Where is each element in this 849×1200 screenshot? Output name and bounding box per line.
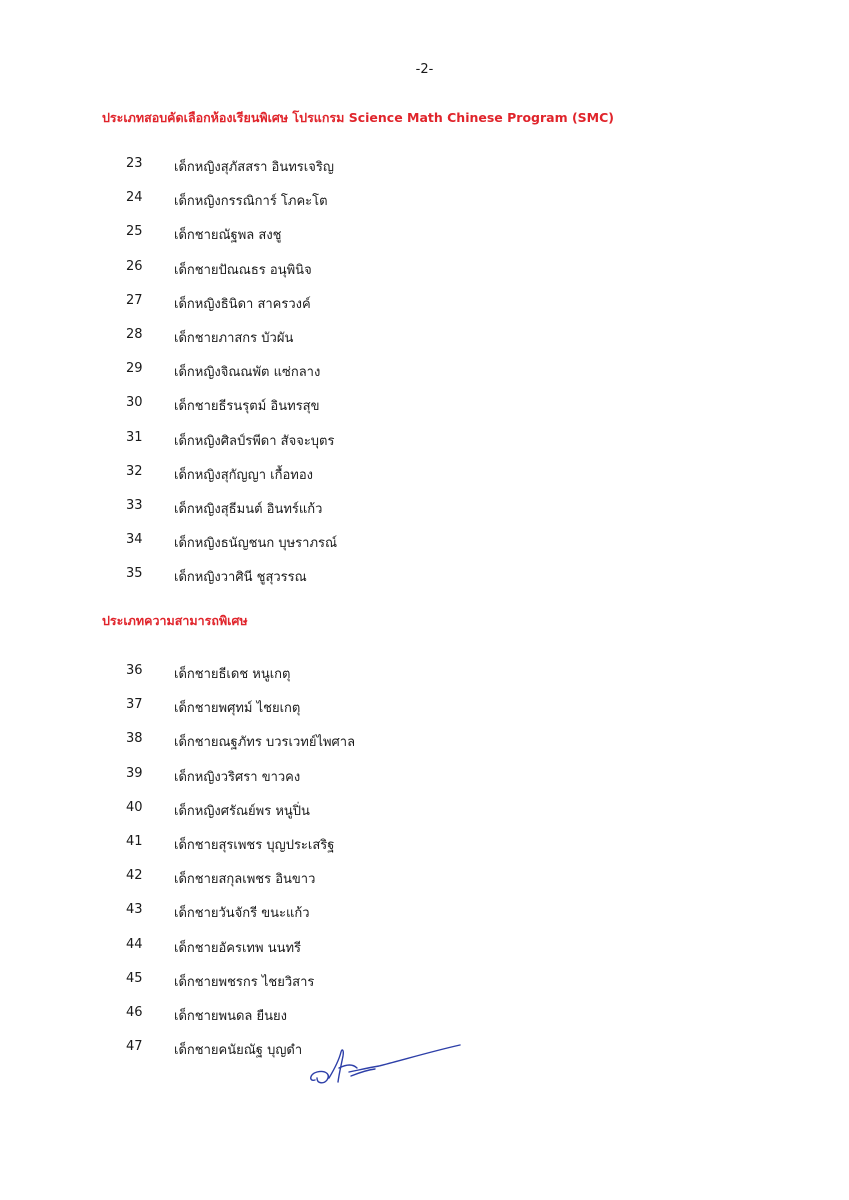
entry-number: 34 — [126, 532, 143, 548]
list-item — [0, 395, 849, 429]
student-name: เด็กหญิงวาศินี ชูสุวรรณ — [174, 570, 307, 586]
entry-number: 30 — [126, 395, 143, 411]
student-name: เด็กหญิงสุกัญญา เกื้อทอง — [174, 467, 313, 483]
list-item — [0, 156, 849, 190]
section-heading-special-talent: ประเภทความสามารถพิเศษ — [102, 613, 248, 628]
student-name: เด็กหญิงสุธีมนต์ อินทร์แก้ว — [174, 501, 323, 517]
list-item — [0, 800, 849, 834]
list-item — [0, 834, 849, 868]
entry-number: 43 — [126, 902, 143, 918]
student-name: เด็กชายปัณณธร อนุพินิจ — [174, 262, 312, 278]
entry-number: 23 — [126, 156, 143, 171]
entry-number: 25 — [126, 224, 143, 240]
student-list-special-talent — [0, 663, 849, 1073]
student-name: เด็กชายอัครเทพ นนทรี — [174, 940, 302, 956]
list-item — [0, 327, 849, 361]
list-item — [0, 1005, 849, 1039]
student-name: เด็กหญิงกรรณิการ์ โภคะโต — [174, 194, 328, 210]
list-item — [0, 190, 849, 224]
list-item — [0, 731, 849, 765]
entry-number: 36 — [126, 663, 143, 678]
list-item — [0, 464, 849, 498]
student-name: เด็กชายวันจักรี ขนะแก้ว — [174, 906, 310, 922]
student-name: เด็กหญิงจิณณพัต แซ่กลาง — [174, 365, 321, 381]
list-item — [0, 902, 849, 936]
student-name: เด็กชายณัฐพล สงชู — [174, 228, 282, 244]
entry-number: 31 — [126, 429, 143, 445]
entry-number: 26 — [126, 258, 143, 274]
entry-number: 29 — [126, 361, 143, 377]
list-item — [0, 971, 849, 1005]
list-item — [0, 566, 849, 600]
entry-number: 33 — [126, 497, 143, 513]
list-item — [0, 224, 849, 258]
list-item — [0, 663, 849, 697]
student-name: เด็กหญิงสุภัสสรา อินทรเจริญ — [174, 160, 334, 175]
entry-number: 46 — [126, 1004, 143, 1020]
student-name: เด็กชายพชรกร ไชยวิสาร — [174, 974, 315, 990]
student-name: เด็กหญิงศรัณย์พร หนูปิ่น — [174, 803, 310, 819]
student-name: เด็กชายพนดล ยืนยง — [174, 1008, 287, 1024]
page-number: -2- — [415, 62, 434, 77]
entry-number: 27 — [126, 292, 143, 308]
student-name: เด็กหญิงธินิดา สาครวงค์ — [174, 296, 311, 312]
list-item — [0, 430, 849, 464]
list-item — [0, 937, 849, 971]
student-name: เด็กชายธีเดช หนูเกตุ — [174, 667, 291, 682]
entry-number: 41 — [126, 833, 143, 849]
entry-number: 40 — [126, 799, 143, 815]
entry-number: 37 — [126, 697, 143, 713]
student-list-smc — [0, 156, 849, 600]
signature-mark-icon — [305, 1038, 470, 1090]
list-item — [0, 498, 849, 532]
entry-number: 42 — [126, 868, 143, 884]
list-item — [0, 293, 849, 327]
student-name: เด็กชายพศุทม์ ไชยเกตุ — [174, 701, 301, 717]
student-name: เด็กชายภาสกร บัวผัน — [174, 330, 294, 346]
entry-number: 35 — [126, 566, 143, 582]
list-item — [0, 532, 849, 566]
list-item — [0, 697, 849, 731]
list-item — [0, 868, 849, 902]
student-name: เด็กชายคนัยณัฐ บุญดำ — [174, 1043, 303, 1059]
entry-number: 32 — [126, 463, 143, 479]
student-name: เด็กหญิงวริศรา ขาวคง — [174, 769, 301, 785]
student-name: เด็กชายสุรเพชร บุญประเสริฐ — [174, 837, 335, 853]
entry-number: 24 — [126, 190, 143, 206]
entry-number: 28 — [126, 326, 143, 342]
student-name: เด็กหญิงธนัญชนก บุษราภรณ์ — [174, 536, 338, 552]
entry-number: 44 — [126, 936, 143, 952]
entry-number: 38 — [126, 731, 143, 747]
student-name: เด็กหญิงศิลป์รพีดา สัจจะบุตร — [174, 433, 335, 449]
section-heading-smc: ประเภทสอบคัดเลือกห้องเรียนพิเศษ โปรแกรม Science Math Chinese Program (SMC) — [102, 110, 615, 125]
entry-number: 39 — [126, 765, 143, 781]
student-name: เด็กชายณฐภัทร บวรเวทย์ไพศาล — [174, 735, 356, 751]
list-item — [0, 766, 849, 800]
entry-number: 47 — [126, 1039, 143, 1055]
student-name: เด็กชายธีรนรุตม์ อินทรสุข — [174, 399, 320, 415]
list-item — [0, 361, 849, 395]
student-name: เด็กชายสกุลเพชร อินขาว — [174, 872, 316, 888]
list-item — [0, 259, 849, 293]
entry-number: 45 — [126, 970, 143, 986]
